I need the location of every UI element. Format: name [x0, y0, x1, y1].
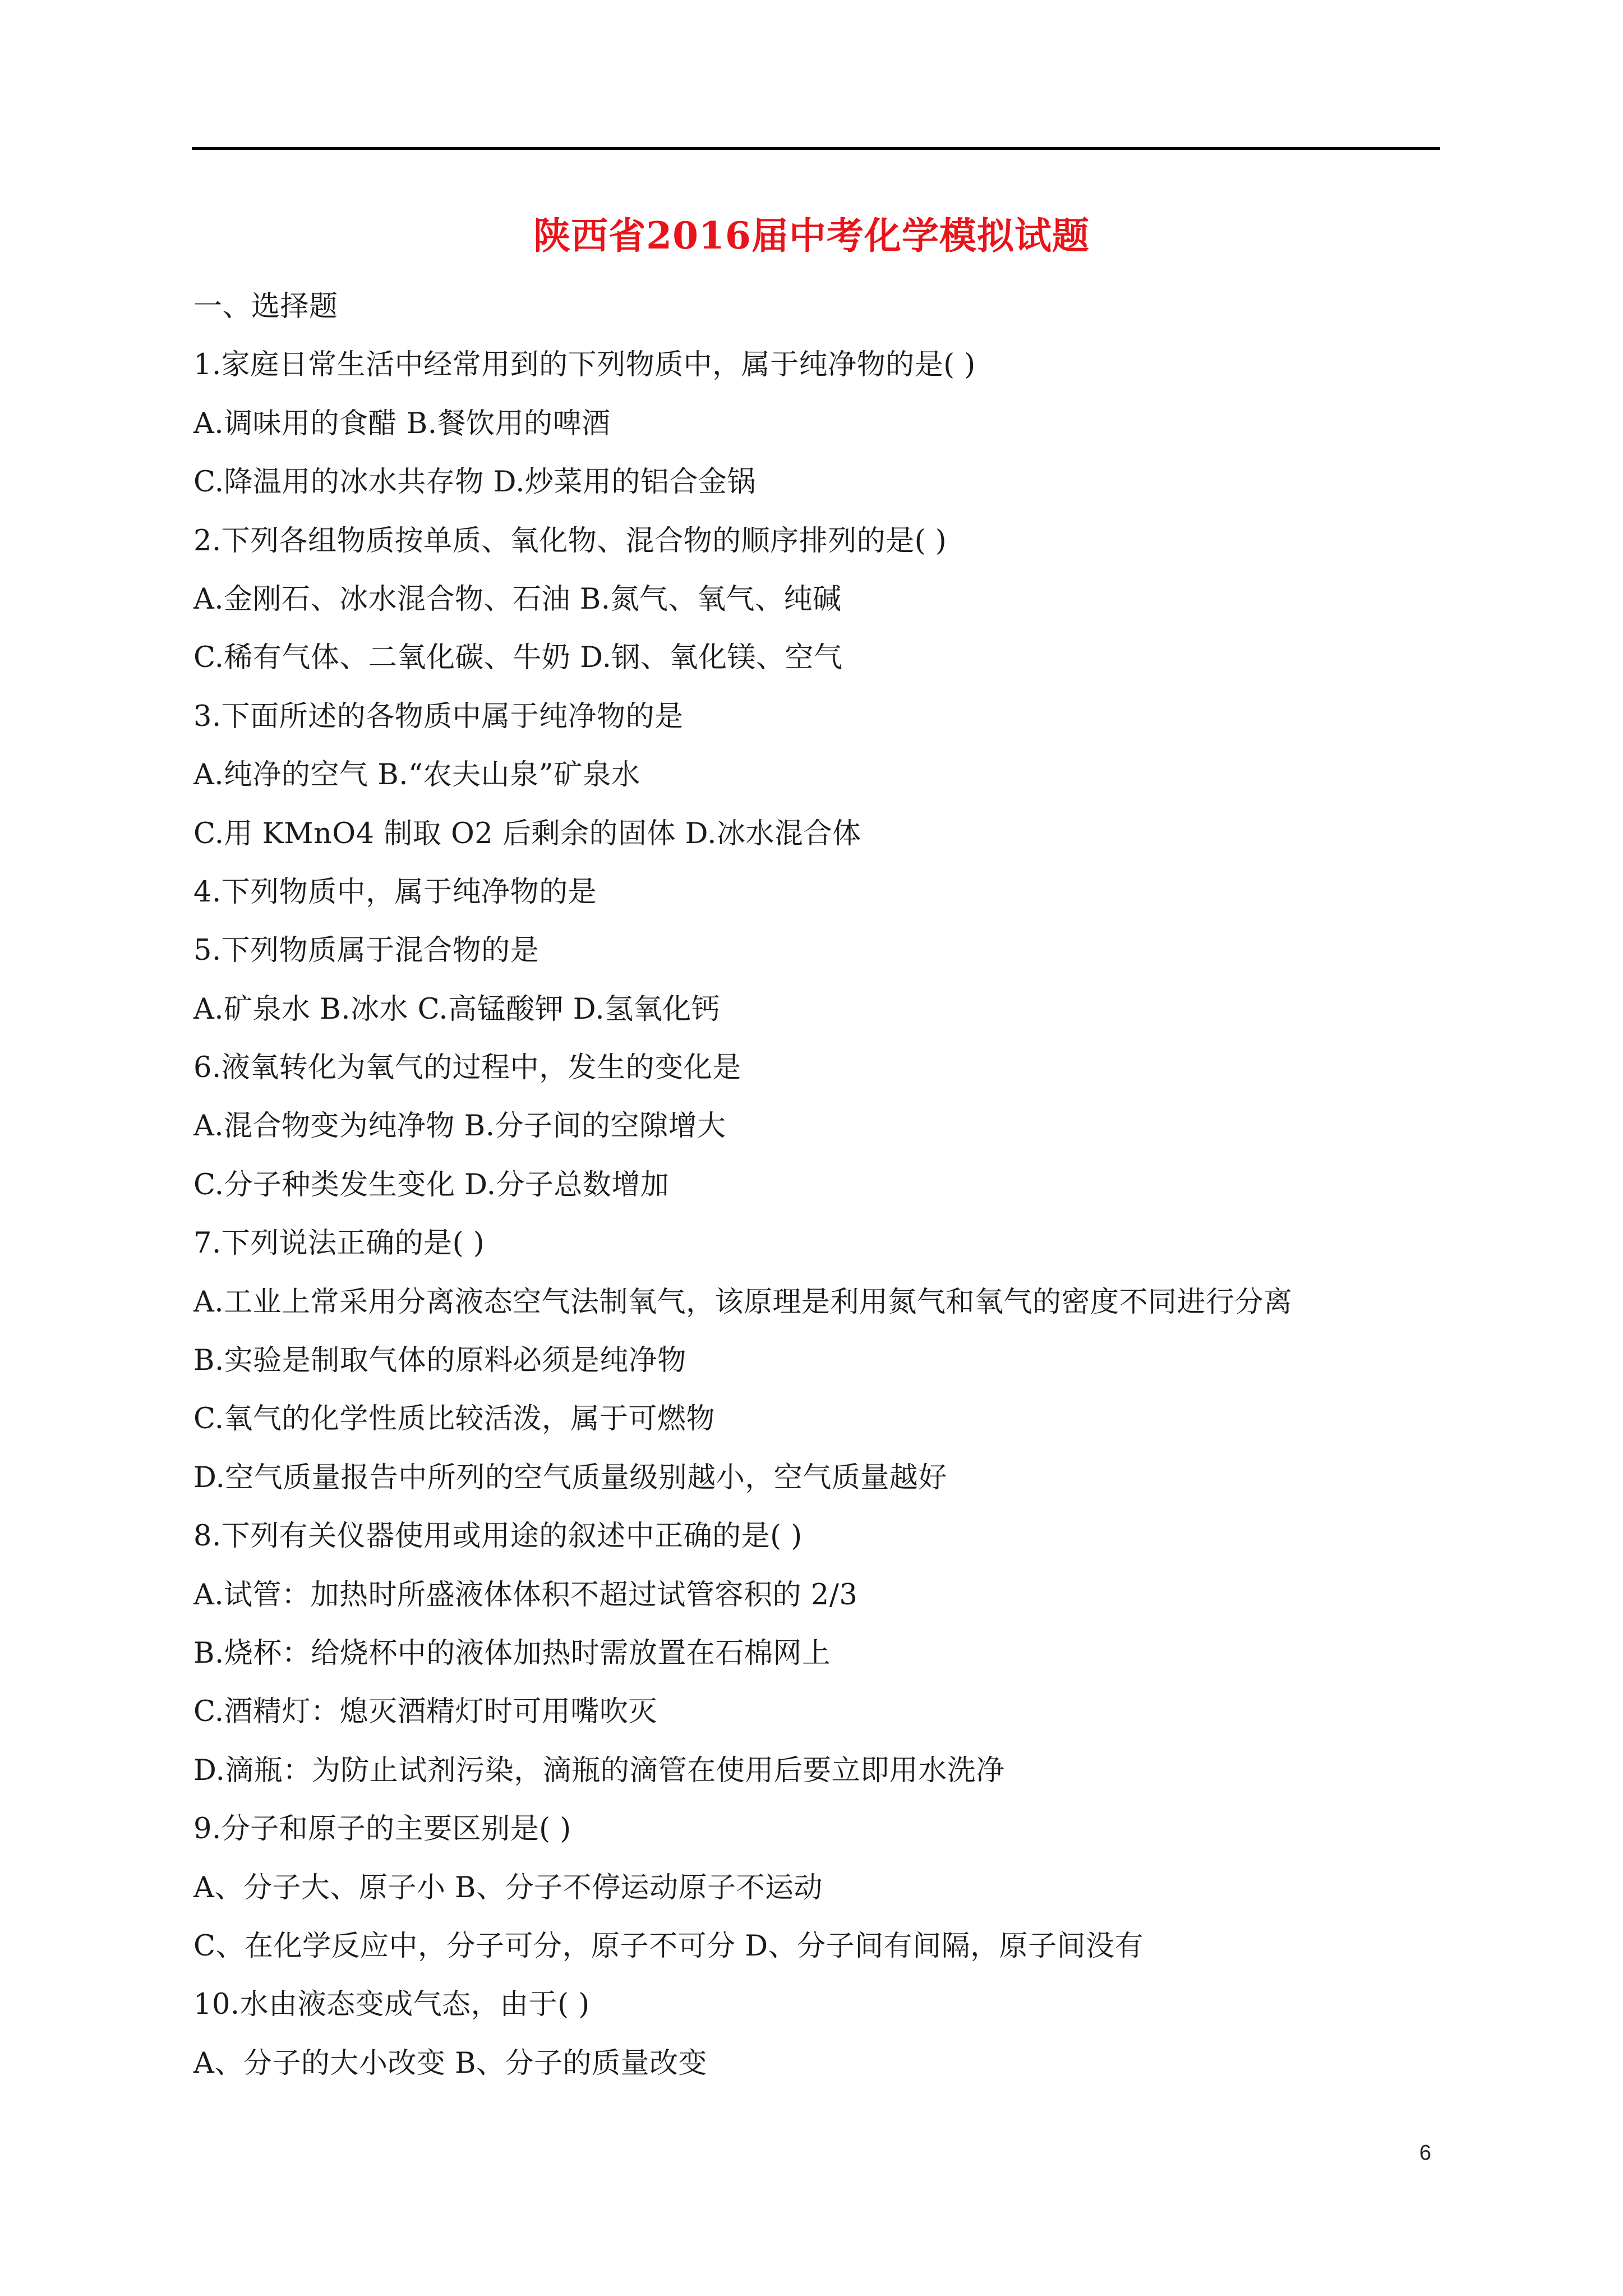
- question-2-options-ab: A.金刚石、冰水混合物、石油 B.氮气、氧气、纯碱: [193, 582, 842, 616]
- question-7-option-d: D.空气质量报告中所列的空气质量级别越小，空气质量越好: [193, 1461, 947, 1494]
- question-6: 6.液氧转化为氧气的过程中，发生的变化是: [193, 1051, 741, 1085]
- question-9: 9.分子和原子的主要区别是( ): [193, 1812, 571, 1846]
- page-number: 6: [1419, 2141, 1431, 2165]
- document-title: 陕西省2016届中考化学模拟试题: [533, 214, 1090, 257]
- question-3-options-ab: A.纯净的空气 B.“农夫山泉”矿泉水: [193, 758, 640, 792]
- section-heading: 一、选择题: [193, 290, 338, 323]
- question-8: 8.下列有关仪器使用或用途的叙述中正确的是( ): [193, 1520, 803, 1553]
- question-7-option-b: B.实验是制取气体的原料必须是纯净物: [193, 1344, 686, 1378]
- question-1: 1.家庭日常生活中经常用到的下列物质中，属于纯净物的是( ): [193, 348, 976, 382]
- question-2: 2.下列各组物质按单质、氧化物、混合物的顺序排列的是( ): [193, 524, 947, 558]
- question-1-options-ab: A.调味用的食醋 B.餐饮用的啤酒: [193, 407, 611, 440]
- question-8-option-c: C.酒精灯：熄灭酒精灯时可用嘴吹灭: [193, 1695, 657, 1729]
- question-8-option-d: D.滴瓶：为防止试剂污染，滴瓶的滴管在使用后要立即用水洗净: [193, 1754, 1005, 1787]
- question-10: 10.水由液态变成气态，由于( ): [193, 1988, 590, 2022]
- question-8-option-a: A.试管：加热时所盛液体体积不超过试管容积的 2/3: [193, 1578, 858, 1612]
- question-7-option-a: A.工业上常采用分离液态空气法制氧气，该原理是利用氮气和氧气的密度不同进行分离: [193, 1285, 1293, 1319]
- question-5-options: A.矿泉水 B.冰水 C.高锰酸钾 D.氢氧化钙: [193, 992, 721, 1026]
- question-4: 4.下列物质中，属于纯净物的是: [193, 875, 597, 909]
- question-1-options-cd: C.降温用的冰水共存物 D.炒菜用的铝合金锅: [193, 466, 756, 499]
- question-9-options-ab: A、分子大、原子小 B、分子不停运动原子不运动: [193, 1871, 823, 1904]
- question-3-options-cd: C.用 KMnO4 制取 O2 后剩余的固体 D.冰水混合体: [193, 817, 861, 850]
- question-5: 5.下列物质属于混合物的是: [193, 934, 540, 968]
- question-10-options-ab: A、分子的大小改变 B、分子的质量改变: [193, 2046, 708, 2080]
- header-rule: [192, 147, 1440, 150]
- question-2-options-cd: C.稀有气体、二氧化碳、牛奶 D.钢、氧化镁、空气: [193, 641, 843, 675]
- document-body: [193, 278, 1444, 2093]
- question-7-option-c: C.氧气的化学性质比较活泼，属于可燃物: [193, 1402, 715, 1436]
- question-6-options-ab: A.混合物变为纯净物 B.分子间的空隙增大: [193, 1110, 726, 1143]
- question-9-options-cd: C、在化学反应中，分子可分，原子不可分 D、分子间有间隔，原子间没有: [193, 1929, 1144, 1963]
- question-3: 3.下面所述的各物质中属于纯净物的是: [193, 700, 684, 733]
- question-6-options-cd: C.分子种类发生变化 D.分子总数增加: [193, 1168, 670, 1202]
- question-7: 7.下列说法正确的是( ): [193, 1227, 485, 1260]
- question-8-option-b: B.烧杯：给烧杯中的液体加热时需放置在石棉网上: [193, 1636, 831, 1670]
